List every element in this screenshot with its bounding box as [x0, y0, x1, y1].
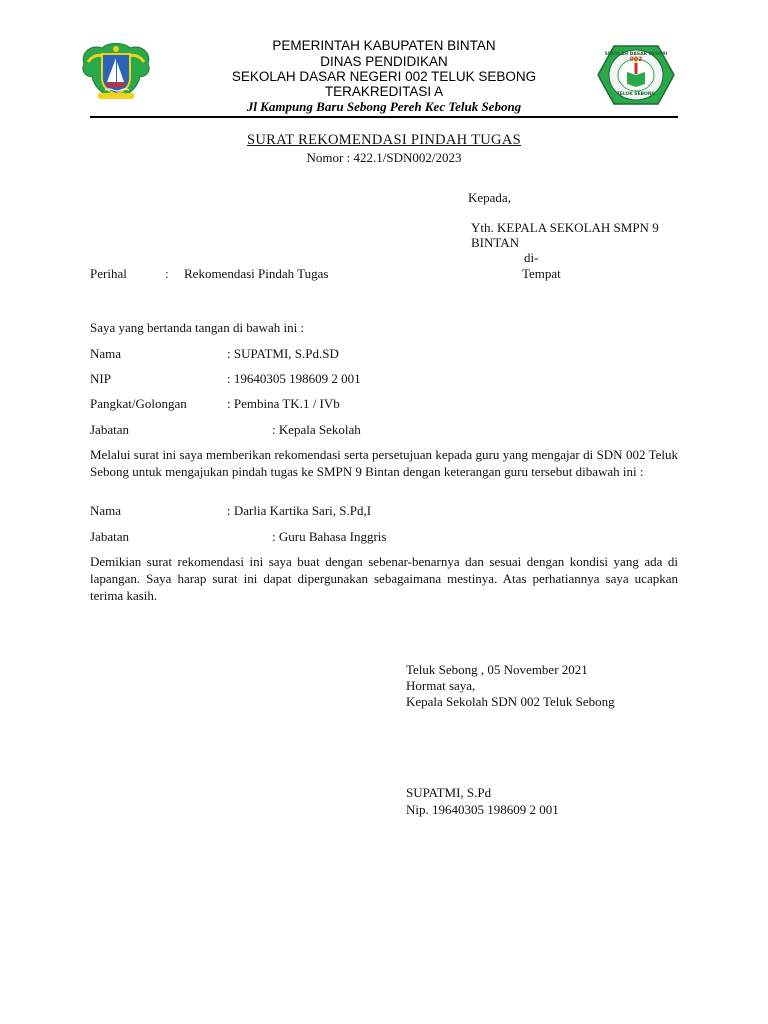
field-label: Nama [90, 346, 122, 361]
regards: Hormat saya, [406, 678, 476, 693]
subject-colon: : [165, 266, 169, 281]
body-paragraph: Melalui surat ini saya memberikan rekomendasi serta persetujuan kepada guru yang mengajar di SDN 002 Teluk Sebong untuk mengajukan pindah tugas ke SMPN 9 Bintan dengan keterangan guru tersebut dibawah ini : [90, 447, 678, 479]
letter-number: Nomor : 422.1/SDN002/2023 [306, 150, 462, 165]
header-address: Jl Kampung Baru Sebong Pereh Kec Teluk Sebong [246, 99, 522, 114]
subject-value: Rekomendasi Pindah Tugas [184, 266, 329, 281]
field-value: : 19640305 198609 2 001 [227, 371, 361, 386]
header-school-name: SEKOLAH DASAR NEGERI 002 TELUK SEBONG [231, 69, 537, 84]
field-value: : Darlia Kartika Sari, S.Pd,I [227, 503, 372, 518]
recipient-greeting: Kepada, [468, 190, 511, 205]
closing-paragraph: Demikian surat rekomendasi ini saya buat dengan sebenar-benarnya dan sesuai dengan kondisi yang ada di lapangan. Saya harap surat ini dapat dipergunakan sebagaimana mestinya. Atas perhatiannya saya ucapkan terima kasih. [90, 554, 678, 603]
recipient-line-1: Yth. KEPALA SEKOLAH SMPN 9 [471, 220, 659, 235]
place-date: Teluk Sebong , 05 November 2021 [406, 662, 588, 677]
header-accreditation: TERAKREDITASI A [324, 84, 444, 99]
signer-nip: Nip. 19640305 198609 2 001 [406, 802, 559, 817]
header-department: DINAS PENDIDIKAN [320, 54, 448, 69]
recipient-line-4: Tempat [522, 266, 561, 281]
subject-label: Perihal [90, 266, 127, 281]
school-emblem-icon [596, 44, 676, 106]
letterhead-divider [90, 116, 678, 118]
field-value: : Kepala Sekolah [272, 422, 361, 437]
letter-title: SURAT REKOMENDASI PINDAH TUGAS [247, 132, 521, 148]
field-label: Nama [90, 503, 122, 518]
emblem-bottom-text: TELUK SEBONG [616, 92, 656, 97]
signer-position: Kepala Sekolah SDN 002 Teluk Sebong [406, 694, 615, 709]
field-label: Jabatan [90, 422, 129, 437]
field-value: : Guru Bahasa Inggris [272, 529, 387, 544]
recipient-line-3: di- [524, 250, 539, 265]
field-label: Pangkat/Golongan [90, 396, 187, 411]
emblem-number: 002 [629, 56, 643, 63]
recipient-line-2: BINTAN [471, 235, 520, 250]
header-government: PEMERINTAH KABUPATEN BINTAN [272, 38, 496, 53]
intro-text: Saya yang bertanda tangan di bawah ini : [90, 320, 305, 335]
field-label: NIP [90, 371, 111, 386]
field-value: : Pembina TK.1 / IVb [227, 396, 340, 411]
signer-name: SUPATMI, S.Pd [406, 785, 492, 800]
emblem-top-text: SEKOLAH DASAR NEGERI [604, 52, 668, 57]
field-value: : SUPATMI, S.Pd.SD [227, 346, 339, 361]
field-label: Jabatan [90, 529, 129, 544]
